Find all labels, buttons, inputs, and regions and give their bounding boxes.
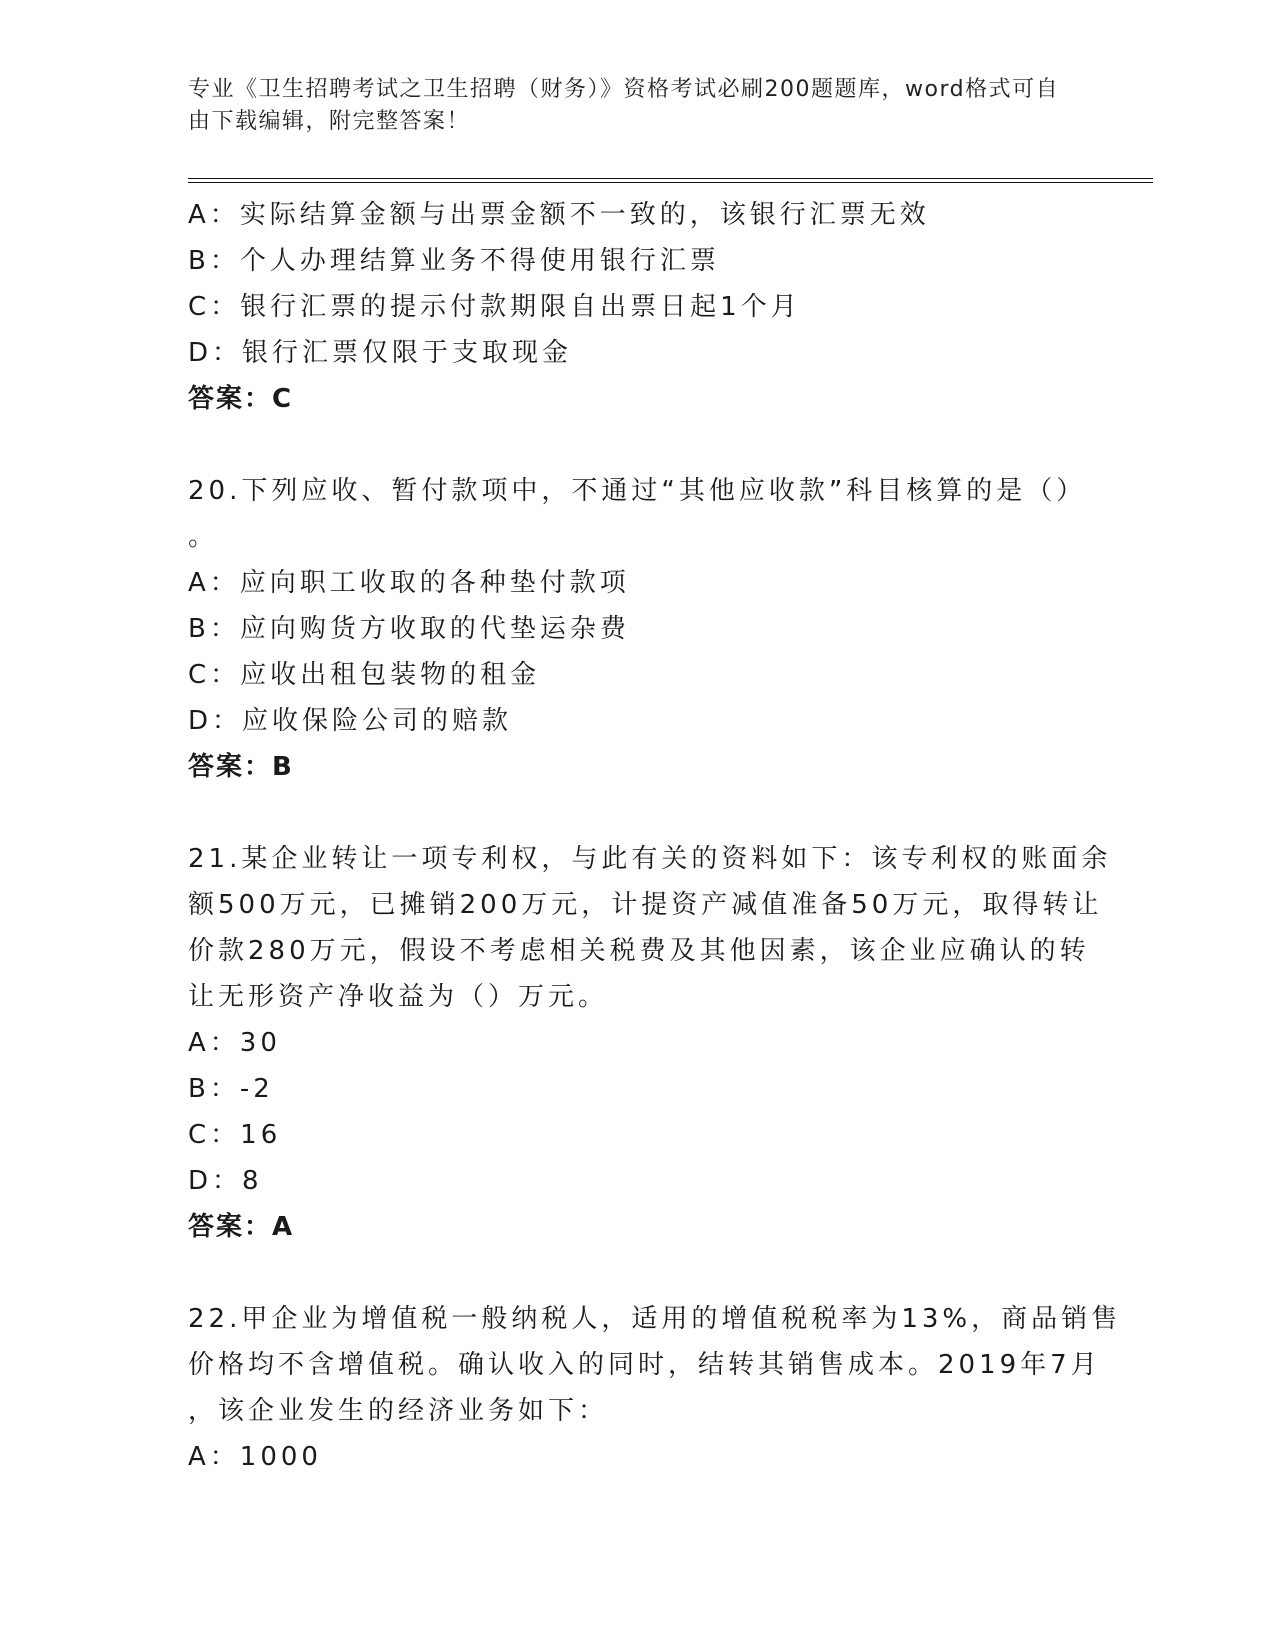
document-body [188,192,1122,1480]
spacer [188,1250,1088,1296]
answer: 答案：B [188,752,294,782]
option-a: A：1000 [188,1442,322,1472]
question-text-line: 让无形资产净收益为（）万元。 [188,982,609,1012]
option-a: A：30 [188,1028,281,1058]
spacer [188,422,1088,468]
option-c: C：应收出租包装物的租金 [188,660,541,690]
question-text-line: 价格均不含增值税。确认收入的同时，结转其销售成本。2019年7月 [188,1350,1101,1380]
option-b: B：个人办理结算业务不得使用银行汇票 [188,246,720,276]
question-text-line: 21.某企业转让一项专利权，与此有关的资料如下：该专利权的账面余 [188,844,1112,874]
question-text-line: 额500万元，已摊销200万元，计提资产减值准备50万元，取得转让 [188,890,1103,920]
question-21 [188,836,1112,1250]
header-divider-top [188,178,1153,179]
question-text-line: ，该企业发生的经济业务如下： [188,1396,609,1426]
option-d: D：应收保险公司的赔款 [188,706,513,736]
option-d: D：8 [188,1166,263,1196]
question-text-line: 20.下列应收、暂付款项中，不通过“其他应收款”科目核算的是（） [188,476,1087,506]
question-22 [188,1296,1122,1480]
answer: 答案：C [188,384,294,414]
option-a: A：应向职工收取的各种垫付款项 [188,568,630,598]
option-a: A：实际结算金额与出票金额不一致的，该银行汇票无效 [188,200,930,230]
option-c: C：银行汇票的提示付款期限自出票日起1个月 [188,292,801,322]
option-d: D：银行汇票仅限于支取现金 [188,338,573,368]
question-text-line: 22.甲企业为增值税一般纳税人，适用的增值税税率为13%，商品销售 [188,1304,1122,1334]
header-divider-bottom [188,182,1153,183]
option-b: B：-2 [188,1074,274,1104]
question-text-line: 价款280万元，假设不考虑相关税费及其他因素，该企业应确认的转 [188,936,1090,966]
spacer [188,790,1088,836]
option-b: B：应向购货方收取的代垫运杂费 [188,614,630,644]
document-header: 专业《卫生招聘考试之卫生招聘（财务）》资格考试必刷200题题库，word格式可自由下载编辑，附完整答案！ [188,77,1060,134]
option-c: C：16 [188,1120,282,1150]
answer: 答案：A [188,1212,295,1242]
question-19 [188,192,1088,422]
question-text-line: 。 [188,522,219,552]
question-20 [188,468,1088,790]
